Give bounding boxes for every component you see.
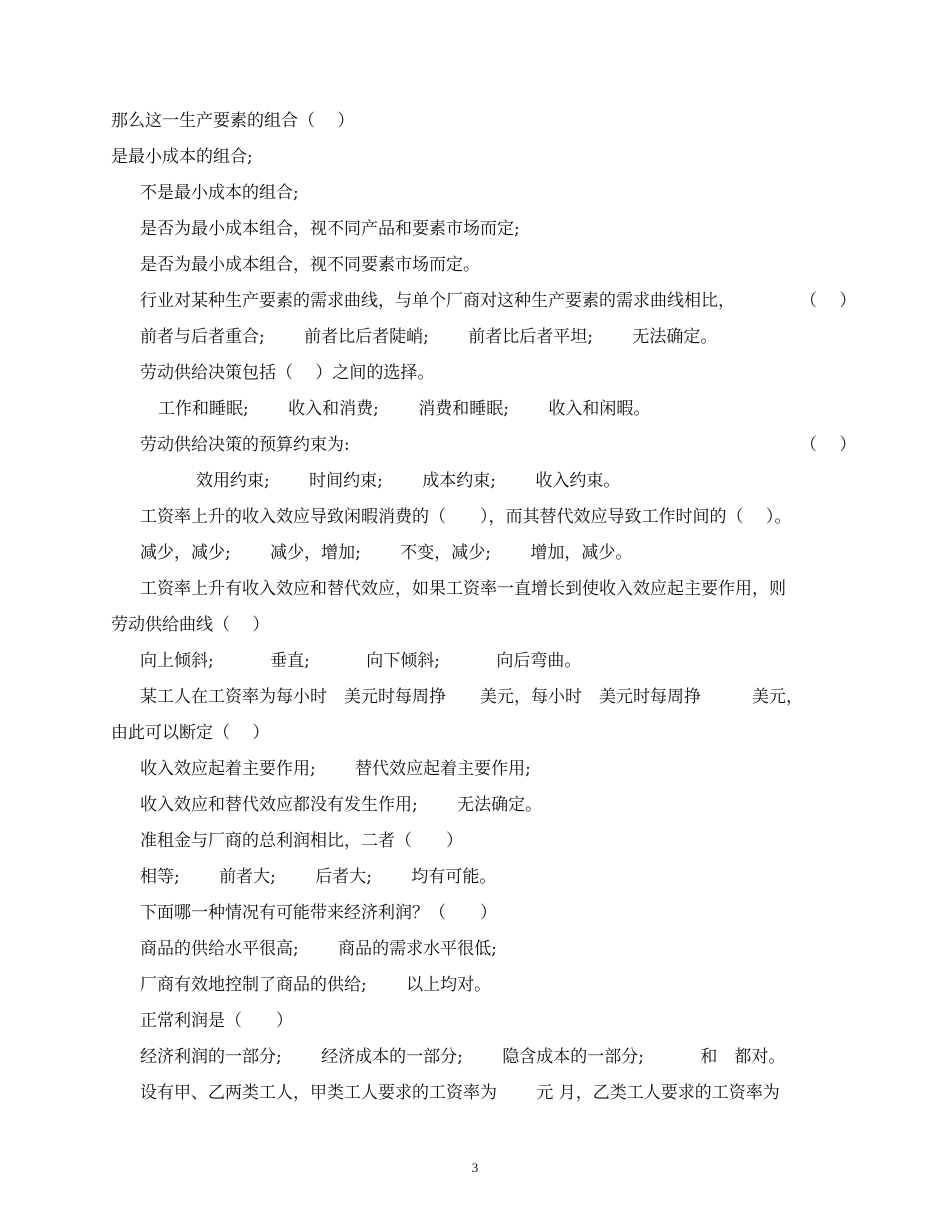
text-line: 是最小成本的组合; — [111, 147, 253, 167]
text-line: 工资率上升的收入效应导致闲暇消费的（ ），而其替代效应导致工作时间的（ ）。 — [140, 507, 792, 527]
text-line: 某工人在工资率为每小时 美元时每周挣 美元，每小时 美元时每周挣 美元， — [140, 687, 803, 707]
text-line: 商品的供给水平很高; 商品的需求水平很低; — [140, 939, 497, 959]
text-line: 那么这一生产要素的组合（ ） — [111, 111, 355, 131]
text-line: 向上倾斜; 垂直; 向下倾斜; 向后弯曲。 — [140, 651, 582, 671]
text-line: 前者与后者重合; 前者比后者陡峭; 前者比后者平坦; 无法确定。 — [140, 327, 718, 347]
text-line: 正常利润是（ ） — [140, 1011, 293, 1031]
text-line: 工资率上升有收入效应和替代效应，如果工资率一直增长到使收入效应起主要作用，则 — [140, 579, 786, 599]
text-line: 相等; 前者大; 后者大; 均有可能。 — [140, 867, 497, 887]
text-line: 设有甲、乙两类工人，甲类工人要求的工资率为 元 月，乙类工人要求的工资率为 — [140, 1083, 780, 1103]
text-line: 下面哪一种情况有可能带来经济利润？（ ） — [140, 903, 497, 923]
page-number: 3 — [471, 1160, 479, 1175]
text-line: 经济利润的一部分; 经济成本的一部分; 隐含成本的一部分; 和 都对。 — [140, 1047, 786, 1067]
text-line: 厂商有效地控制了商品的供给; 以上均对。 — [140, 975, 492, 995]
text-line: 是否为最小成本组合，视不同产品和要素市场而定; — [140, 219, 520, 239]
text-line: 收入效应和替代效应都没有发生作用; 无法确定。 — [140, 795, 543, 815]
text-line: 不是最小成本的组合; — [140, 183, 299, 203]
text-line: 劳动供给决策包括（ ）之间的选择。 — [140, 363, 435, 383]
text-line: 行业对某种生产要素的需求曲线，与单个厂商对这种生产要素的需求曲线相比， — [140, 291, 735, 311]
answer-paren: （ ） — [800, 435, 857, 455]
text-line: 劳动供给决策的预算约束为: — [140, 435, 350, 455]
text-line: 准租金与厂商的总利润相比，二者（ ） — [140, 831, 463, 851]
text-line: 是否为最小成本组合，视不同要素市场而定。 — [140, 255, 480, 275]
answer-paren: （ ） — [800, 291, 857, 311]
text-line: 减少，减少; 减少，增加; 不变，减少; 增加，减少。 — [140, 543, 633, 563]
text-line: 效用约束; 时间约束; 成本约束; 收入约束。 — [196, 471, 621, 491]
text-line: 收入效应起着主要作用; 替代效应起着主要作用; — [140, 759, 531, 779]
text-line: 劳动供给曲线（ ） — [111, 615, 270, 635]
text-line: 由此可以断定（ ） — [111, 723, 270, 743]
text-line: 工作和睡眠; 收入和消费; 消费和睡眠; 收入和闲暇。 — [158, 399, 651, 419]
